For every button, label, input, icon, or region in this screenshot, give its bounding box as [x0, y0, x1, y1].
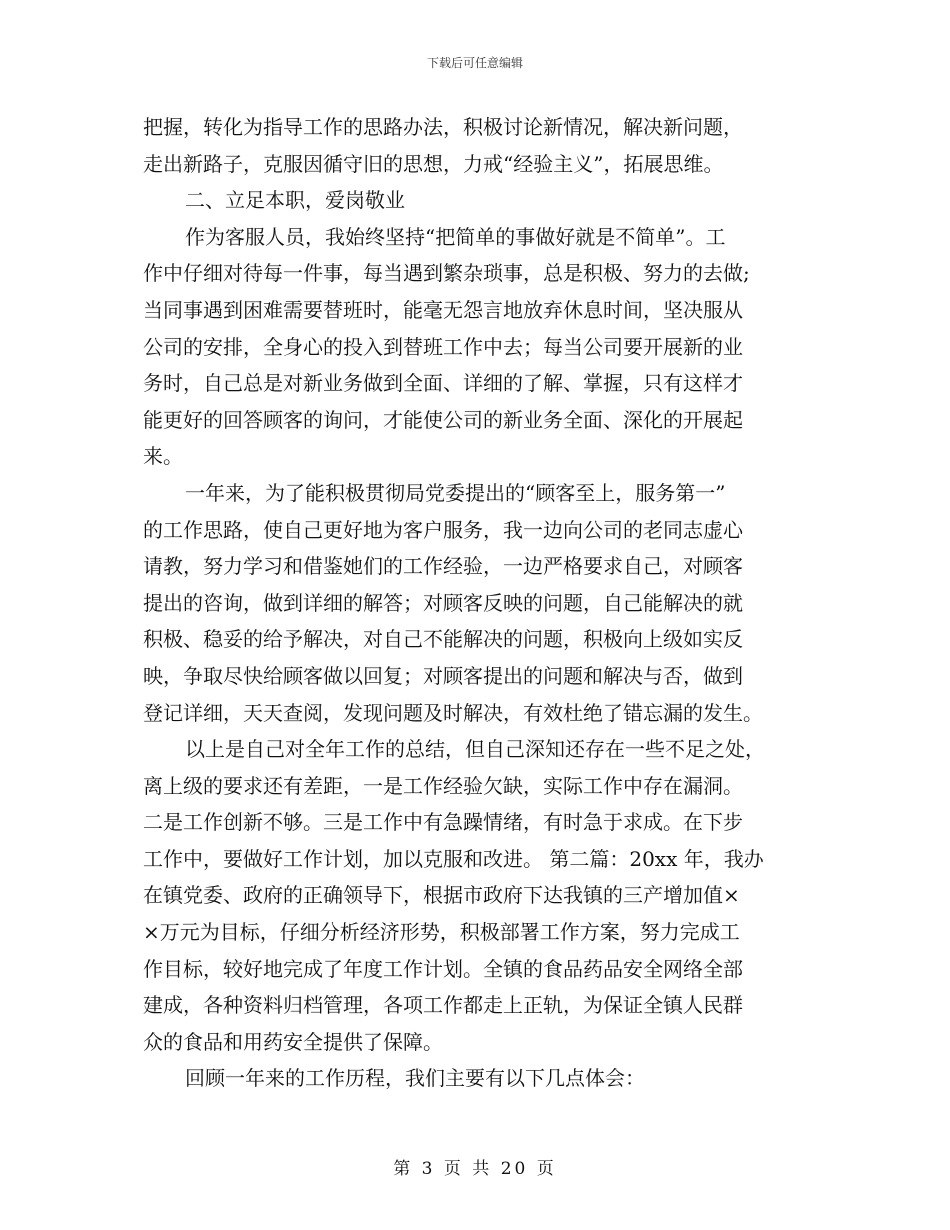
text-line: 作中仔细对待每一件事，每当遇到繁杂琐事，总是积极、努力的去做; — [143, 261, 750, 286]
text-line: 公司的安排，全身心的投入到替班工作中去；每当公司要开展新的业 — [143, 334, 743, 359]
text-line: 积极、稳妥的给予解决，对自己不能解决的问题，积极向上级如实反 — [143, 627, 743, 652]
text-line: 二是工作创新不够。三是工作中有急躁情绪，有时急于求成。在下步 — [143, 810, 743, 835]
text-line: 众的食品和用药安全提供了保障。 — [143, 1029, 443, 1054]
section-heading: 二、立足本职，爱岗敬业 — [185, 188, 405, 213]
text-line: 一年来，为了能积极贯彻局党委提出的“顾客至上，服务第一” — [185, 480, 726, 505]
text-line: 离上级的要求还有差距，一是工作经验欠缺，实际工作中存在漏洞。 — [143, 773, 743, 798]
text-line: 走出新路子，克服因循守旧的思想，力戒“经验主义”，拓展思维。 — [143, 151, 724, 176]
text-line: 在镇党委、政府的正确领导下，根据市政府下达我镇的三产增加值× — [143, 883, 740, 908]
text-line: 建成，各种资料归档管理，各项工作都走上正轨，为保证全镇人民群 — [143, 993, 743, 1018]
text-line: 映，争取尽快给顾客做以回复；对顾客提出的问题和解决与否，做到 — [143, 663, 743, 688]
text-line: ×万元为目标，仔细分析经济形势，积极部署工作方案，努力完成工 — [143, 920, 740, 945]
text-line: 能更好的回答顾客的询问，才能使公司的新业务全面、深化的开展起 — [143, 407, 743, 432]
text-line: 登记详细，天天查阅，发现问题及时解决，有效杜绝了错忘漏的发生。 — [143, 700, 763, 725]
text-line: 以上是自己对全年工作的总结，但自己深知还存在一些不足之处， — [185, 737, 765, 762]
text-line: 提出的咨询，做到详细的解答；对顾客反映的问题，自己能解决的就 — [143, 590, 743, 615]
text-line: 来。 — [143, 444, 183, 469]
text-line: 务时，自己总是对新业务做到全面、详细的了解、掌握，只有这样才 — [143, 371, 743, 396]
text-line: 作为客服人员，我始终坚持“把简单的事做好就是不简单”。工 — [185, 224, 726, 249]
text-line: 请教，努力学习和借鉴她们的工作经验，一边严格要求自己，对顾客 — [143, 554, 743, 579]
text-line: 当同事遇到困难需要替班时，能毫无怨言地放弃休息时间，坚决服从 — [143, 297, 743, 322]
page-header: 下载后可任意编辑 — [426, 56, 523, 70]
text-line: 的工作思路，使自己更好地为客户服务，我一边向公司的老同志虚心 — [143, 517, 743, 542]
document-body — [143, 109, 813, 1097]
page-number: 第 3 页 共 20 页 — [393, 1159, 557, 1179]
text-line: 把握，转化为指导工作的思路办法，积极讨论新情况，解决新问题， — [143, 115, 743, 139]
text-line: 作目标，较好地完成了年度工作计划。全镇的食品药品安全网络全部 — [143, 956, 743, 981]
text-line: 工作中，要做好工作计划，加以克服和改进。 第二篇：20xx 年，我办 — [143, 846, 764, 871]
text-line: 回顾一年来的工作历程，我们主要有以下几点体会： — [185, 1066, 645, 1091]
